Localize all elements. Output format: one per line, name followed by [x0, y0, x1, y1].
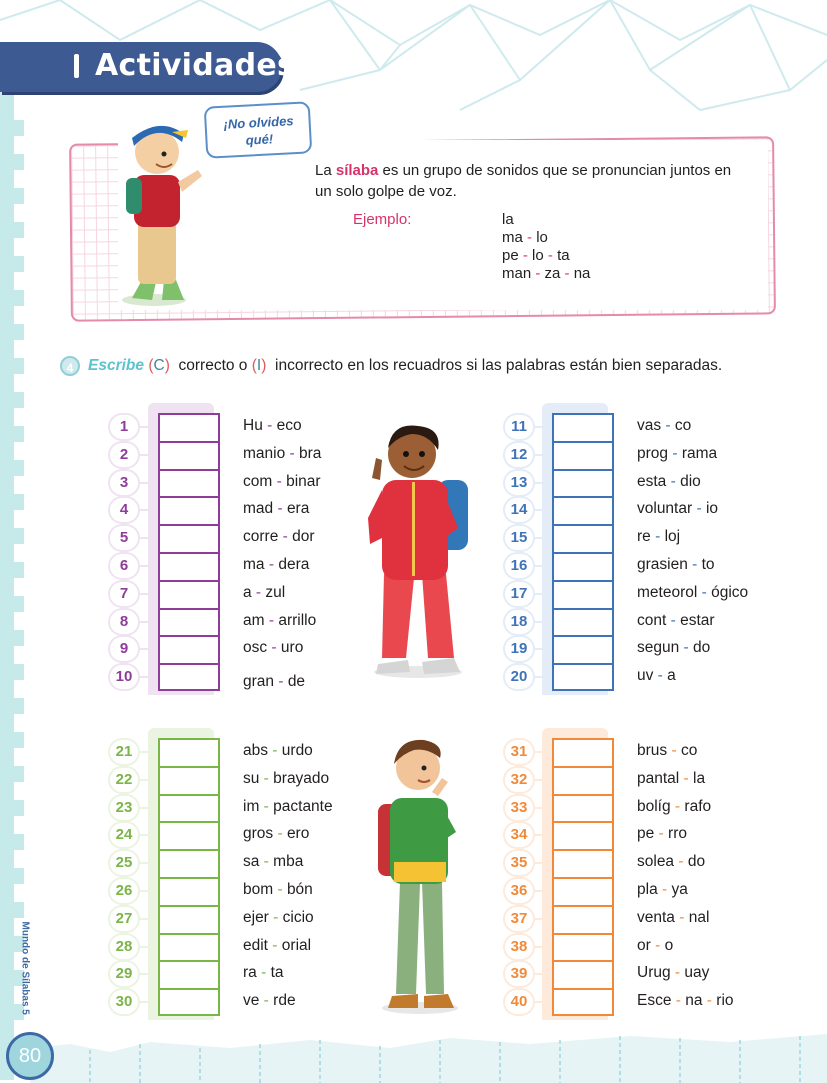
item-number: 6 — [110, 554, 138, 578]
number-connector — [535, 862, 547, 864]
syllable: era — [286, 500, 310, 518]
syllable: rafo — [684, 797, 712, 815]
syllable: de — [287, 673, 306, 691]
sidebar-notch — [14, 256, 24, 272]
syllable: a — [243, 583, 252, 601]
syllable: mad — [243, 500, 274, 518]
syllable: co — [674, 417, 692, 434]
syllable: na — [573, 265, 591, 282]
answer-box[interactable] — [554, 415, 612, 439]
syllable: dio — [680, 472, 701, 490]
syllable: uro — [280, 639, 304, 657]
syllable: rde — [273, 992, 296, 1010]
syllable: Esce — [637, 992, 672, 1010]
syllable: solea — [637, 853, 675, 871]
syllable: eco — [276, 417, 302, 434]
syllable: grasien — [637, 556, 688, 573]
split-word: brus - co — [637, 742, 698, 759]
answer-box[interactable] — [160, 637, 218, 661]
syllable: arrillo — [278, 611, 317, 629]
number-connector — [535, 973, 547, 975]
syllable: uay — [684, 964, 710, 982]
syllable: co — [680, 742, 698, 759]
syllable: uv — [637, 667, 654, 685]
split-word: gros - ero — [243, 825, 310, 843]
split-word: bom - bón — [243, 881, 313, 898]
number-connector — [535, 946, 547, 948]
number-connector — [535, 509, 547, 511]
syllable: nal — [688, 908, 710, 926]
syllable: estar — [680, 611, 715, 629]
header-marker — [74, 54, 79, 78]
syllable: manio — [243, 444, 286, 462]
split-word: a - zul — [243, 583, 286, 601]
syllable: ma — [502, 229, 523, 246]
answer-box[interactable] — [160, 610, 218, 634]
syllable: do — [687, 853, 706, 871]
answer-box[interactable] — [160, 415, 218, 439]
item-number: 38 — [505, 935, 533, 959]
syllable: ya — [671, 881, 688, 898]
answer-box[interactable] — [160, 879, 218, 903]
number-connector — [140, 621, 152, 623]
answer-box[interactable] — [554, 526, 612, 550]
answer-box[interactable] — [554, 990, 612, 1014]
syllable: lo — [536, 229, 548, 246]
number-connector — [535, 751, 547, 753]
split-word: manio - bra — [243, 444, 322, 462]
number-connector — [535, 482, 547, 484]
syllable: brayado — [273, 769, 330, 787]
sidebar-notch — [14, 392, 24, 408]
number-connector — [140, 1001, 152, 1003]
syllable: com — [243, 472, 273, 490]
item-number: 5 — [110, 526, 138, 550]
item-number: 1 — [110, 415, 138, 439]
item-number: 29 — [110, 962, 138, 986]
syllable: bolíg — [637, 797, 671, 815]
answer-box[interactable] — [160, 962, 218, 986]
example-line: ma - lo — [502, 229, 548, 246]
syllable: ra — [243, 964, 257, 982]
page-number: 80 — [6, 1032, 54, 1080]
syllable: Urug — [637, 964, 671, 982]
syllable: cicio — [282, 908, 314, 926]
answer-box[interactable] — [160, 796, 218, 820]
split-word: Urug - uay — [637, 964, 710, 982]
sidebar-notch — [14, 358, 24, 374]
number-connector — [140, 890, 152, 892]
syllable: abs — [243, 742, 268, 759]
example-list — [502, 211, 590, 283]
number-connector — [535, 834, 547, 836]
syllable: Hu — [243, 417, 263, 434]
sidebar-notch — [14, 154, 24, 170]
syllable: esta — [637, 472, 667, 490]
split-word: re - loj — [637, 528, 681, 546]
item-number: 28 — [110, 935, 138, 959]
highlight-word: sílaba — [335, 162, 379, 179]
item-number: 13 — [505, 471, 533, 495]
syllable: rio — [716, 992, 734, 1010]
split-word: gran - de — [243, 673, 306, 691]
split-word: am - arrillo — [243, 611, 317, 629]
syllable: am — [243, 611, 265, 629]
split-word: vas - co — [637, 417, 692, 434]
split-word: ve - rde — [243, 992, 296, 1010]
syllable: venta — [637, 908, 675, 926]
answer-box[interactable] — [554, 610, 612, 634]
item-number: 39 — [505, 962, 533, 986]
syllable: mba — [273, 853, 304, 871]
split-word: abs - urdo — [243, 742, 313, 759]
split-word: segun - do — [637, 639, 711, 657]
split-word: ejer - cicio — [243, 908, 314, 926]
syllable: ta — [270, 964, 284, 982]
sidebar-notch — [14, 732, 24, 748]
number-connector — [140, 751, 152, 753]
item-number: 37 — [505, 907, 533, 931]
answer-box[interactable] — [160, 907, 218, 931]
example-line — [502, 211, 590, 229]
item-number: 30 — [110, 990, 138, 1014]
number-connector — [140, 834, 152, 836]
syllable: dera — [278, 556, 310, 573]
syllable: ma — [243, 556, 265, 573]
item-number: 24 — [110, 823, 138, 847]
split-word: ra - ta — [243, 964, 284, 982]
boy-red-tracksuit-illustration — [362, 418, 474, 680]
number-connector — [535, 648, 547, 650]
sidebar-notch — [14, 562, 24, 578]
syllable: la — [502, 211, 514, 228]
number-connector — [140, 973, 152, 975]
split-word: com - binar — [243, 472, 321, 490]
tip-bubble-text: ¡No olvides qué! — [223, 113, 294, 148]
number-connector — [140, 454, 152, 456]
answer-box[interactable] — [554, 907, 612, 931]
split-word: pe - rro — [637, 825, 687, 843]
item-number: 40 — [505, 990, 533, 1014]
number-connector — [535, 426, 547, 428]
answer-box[interactable] — [554, 637, 612, 661]
split-word: ma - dera — [243, 556, 310, 573]
split-word: pla - ya — [637, 881, 688, 898]
split-word: edit - orial — [243, 936, 312, 954]
number-connector — [535, 676, 547, 678]
split-word: im - pactante — [243, 797, 333, 815]
answer-box[interactable] — [160, 768, 218, 792]
item-number: 11 — [505, 415, 533, 439]
sidebar-notch — [14, 528, 24, 544]
number-connector — [535, 537, 547, 539]
number-connector — [140, 807, 152, 809]
item-number: 4 — [110, 498, 138, 522]
item-number: 20 — [505, 665, 533, 689]
item-number: 21 — [110, 740, 138, 764]
item-number: 25 — [110, 851, 138, 875]
answer-box[interactable] — [160, 740, 218, 764]
sidebar-notch — [14, 324, 24, 340]
item-number: 7 — [110, 582, 138, 606]
item-number: 2 — [110, 443, 138, 467]
syllable: pla — [637, 881, 658, 898]
example-line: man - za - na — [502, 265, 591, 282]
item-number: 33 — [505, 796, 533, 820]
item-number: 32 — [505, 768, 533, 792]
sidebar-notch — [14, 664, 24, 680]
answer-box[interactable] — [554, 768, 612, 792]
instruction-verb: Escribe — [88, 357, 145, 375]
sidebar-notch — [14, 766, 24, 782]
sidebar-notch — [14, 800, 24, 816]
number-connector — [535, 1001, 547, 1003]
syllable: pactante — [273, 797, 333, 815]
item-number: 12 — [505, 443, 533, 467]
sidebar-notch — [14, 596, 24, 612]
syllable: la — [693, 769, 706, 787]
sidebar-notch — [14, 120, 24, 136]
syllable: rama — [681, 444, 718, 462]
sidebar-notch — [14, 698, 24, 714]
instruction: 4 Escribe (C) correcto o (I) incorrecto en los recuadros si las palabras están bien separadas. — [60, 356, 722, 376]
number-connector — [140, 593, 152, 595]
syllable: segun — [637, 639, 680, 657]
syllable: cont — [637, 611, 667, 629]
syllable: rro — [668, 825, 687, 843]
number-connector — [140, 779, 152, 781]
split-word: cont - estar — [637, 611, 715, 629]
answer-box[interactable] — [160, 851, 218, 875]
answer-box[interactable] — [160, 582, 218, 606]
syllable: io — [705, 500, 719, 518]
item-number: 3 — [110, 471, 138, 495]
item-number: 34 — [505, 823, 533, 847]
syllable: gros — [243, 825, 274, 843]
number-connector — [140, 426, 152, 428]
sidebar-notch — [14, 222, 24, 238]
split-word: prog - rama — [637, 444, 718, 462]
series-title: Mundo de Sílabas 5 — [19, 921, 31, 1015]
syllable: re — [637, 528, 651, 546]
number-connector — [535, 593, 547, 595]
exercise-number: 4 — [60, 356, 80, 376]
syllable: loj — [664, 528, 681, 546]
answer-box[interactable] — [160, 554, 218, 578]
series-tab — [12, 921, 32, 1020]
split-word: uv - a — [637, 667, 676, 685]
syllable: brus — [637, 742, 668, 759]
syllable: bón — [286, 881, 313, 898]
syllable: su — [243, 769, 260, 787]
sidebar-notch — [14, 902, 24, 918]
answer-box[interactable] — [554, 962, 612, 986]
item-number: 22 — [110, 768, 138, 792]
syllable: pantal — [637, 769, 680, 787]
item-number: 31 — [505, 740, 533, 764]
example-line: pe - lo - ta — [502, 247, 570, 264]
syllable: to — [701, 556, 715, 573]
sidebar-notch — [14, 868, 24, 884]
syllable: za — [544, 265, 561, 282]
answer-box[interactable] — [554, 740, 612, 764]
number-connector — [535, 807, 547, 809]
syllable: bra — [299, 444, 322, 462]
answer-box[interactable] — [160, 471, 218, 495]
sidebar-notch — [14, 290, 24, 306]
split-word: su - brayado — [243, 769, 330, 787]
split-word: Hu - eco — [243, 417, 302, 434]
number-connector — [140, 509, 152, 511]
item-number: 14 — [505, 498, 533, 522]
split-word: osc - uro — [243, 639, 304, 657]
number-connector — [535, 890, 547, 892]
split-word: corre - dor — [243, 528, 315, 546]
section-header — [0, 42, 296, 92]
number-connector — [140, 862, 152, 864]
syllable: prog — [637, 444, 669, 462]
answer-box[interactable] — [554, 582, 612, 606]
number-connector — [140, 648, 152, 650]
item-number: 15 — [505, 526, 533, 550]
split-word: pantal - la — [637, 769, 706, 787]
answer-box[interactable] — [160, 443, 218, 467]
syllable: dor — [292, 528, 315, 546]
syllable: ógico — [711, 583, 749, 601]
sidebar-notch — [14, 460, 24, 476]
example-label: Ejemplo: — [353, 211, 412, 228]
answer-box[interactable] — [554, 498, 612, 522]
syllable: ta — [557, 247, 570, 264]
boy-green-shirt-illustration — [372, 732, 470, 1017]
item-number: 23 — [110, 796, 138, 820]
answer-box[interactable] — [160, 935, 218, 959]
syllable: osc — [243, 639, 268, 657]
sidebar-notch — [14, 188, 24, 204]
answer-box[interactable] — [160, 498, 218, 522]
number-connector — [535, 454, 547, 456]
syllable-definition: La sílaba es un grupo de sonidos que se pronuncian juntos en un solo golpe de voz. — [315, 162, 732, 200]
number-connector — [140, 537, 152, 539]
split-word: grasien - to — [637, 556, 715, 573]
syllable: gran — [243, 673, 275, 691]
split-word: sa - mba — [243, 853, 304, 871]
item-number: 18 — [505, 610, 533, 634]
number-connector — [140, 946, 152, 948]
item-number: 36 — [505, 879, 533, 903]
syllable: man — [502, 265, 532, 282]
answer-box[interactable] — [554, 796, 612, 820]
answer-box[interactable] — [160, 990, 218, 1014]
split-word: meteorol - ógico — [637, 583, 749, 601]
split-word: solea - do — [637, 853, 706, 871]
syllable: voluntar — [637, 500, 693, 518]
answer-box[interactable] — [554, 443, 612, 467]
syllable: sa — [243, 853, 260, 871]
answer-box[interactable] — [554, 665, 612, 689]
syllable: do — [693, 639, 711, 657]
sidebar-notch — [14, 494, 24, 510]
boy-cap-illustration — [112, 120, 207, 310]
answer-box[interactable] — [554, 823, 612, 847]
number-connector — [140, 565, 152, 567]
item-number: 17 — [505, 582, 533, 606]
syllable: meteorol — [637, 583, 698, 601]
split-word: bolíg - rafo — [637, 797, 712, 815]
syllable: edit — [243, 936, 268, 954]
number-connector — [535, 779, 547, 781]
number-connector — [535, 565, 547, 567]
answer-box[interactable] — [554, 879, 612, 903]
page-title: Actividades — [95, 48, 296, 83]
syllable: pe — [637, 825, 655, 843]
number-connector — [535, 621, 547, 623]
syllable: a — [667, 667, 676, 685]
syllable: orial — [281, 936, 312, 954]
answer-box[interactable] — [554, 554, 612, 578]
sidebar-notch — [14, 630, 24, 646]
syllable: vas — [637, 417, 662, 434]
syllable: corre — [243, 528, 279, 546]
item-number: 10 — [110, 665, 138, 689]
split-word: venta - nal — [637, 908, 710, 926]
sidebar-notch — [14, 426, 24, 442]
split-word: mad - era — [243, 500, 310, 518]
syllable: ejer — [243, 908, 269, 926]
number-connector — [140, 482, 152, 484]
split-word: or - o — [637, 936, 674, 954]
number-connector — [140, 918, 152, 920]
item-number: 9 — [110, 637, 138, 661]
answer-box[interactable] — [160, 526, 218, 550]
syllable: ero — [286, 825, 310, 843]
syllable: ve — [243, 992, 260, 1010]
number-connector — [140, 676, 152, 678]
item-number: 35 — [505, 851, 533, 875]
syllable: lo — [532, 247, 544, 264]
answer-box[interactable] — [160, 823, 218, 847]
syllable: im — [243, 797, 260, 815]
syllable: binar — [286, 472, 321, 490]
answer-box[interactable] — [554, 471, 612, 495]
sidebar-notch — [14, 834, 24, 850]
syllable: zul — [265, 583, 286, 601]
number-connector — [535, 918, 547, 920]
footer-decoration — [30, 1030, 827, 1083]
answer-box[interactable] — [160, 665, 218, 689]
answer-box[interactable] — [554, 935, 612, 959]
item-number: 27 — [110, 907, 138, 931]
split-word: Esce - na - rio — [637, 992, 734, 1010]
syllable: o — [664, 936, 674, 954]
syllable: urdo — [281, 742, 313, 759]
item-number: 16 — [505, 554, 533, 578]
split-word: voluntar - io — [637, 500, 719, 518]
syllable: or — [637, 936, 651, 954]
item-number: 19 — [505, 637, 533, 661]
syllable: bom — [243, 881, 274, 898]
item-number: 26 — [110, 879, 138, 903]
split-word: esta - dio — [637, 472, 701, 490]
item-number: 8 — [110, 610, 138, 634]
answer-box[interactable] — [554, 851, 612, 875]
syllable: pe — [502, 247, 519, 264]
syllable: na — [685, 992, 703, 1010]
